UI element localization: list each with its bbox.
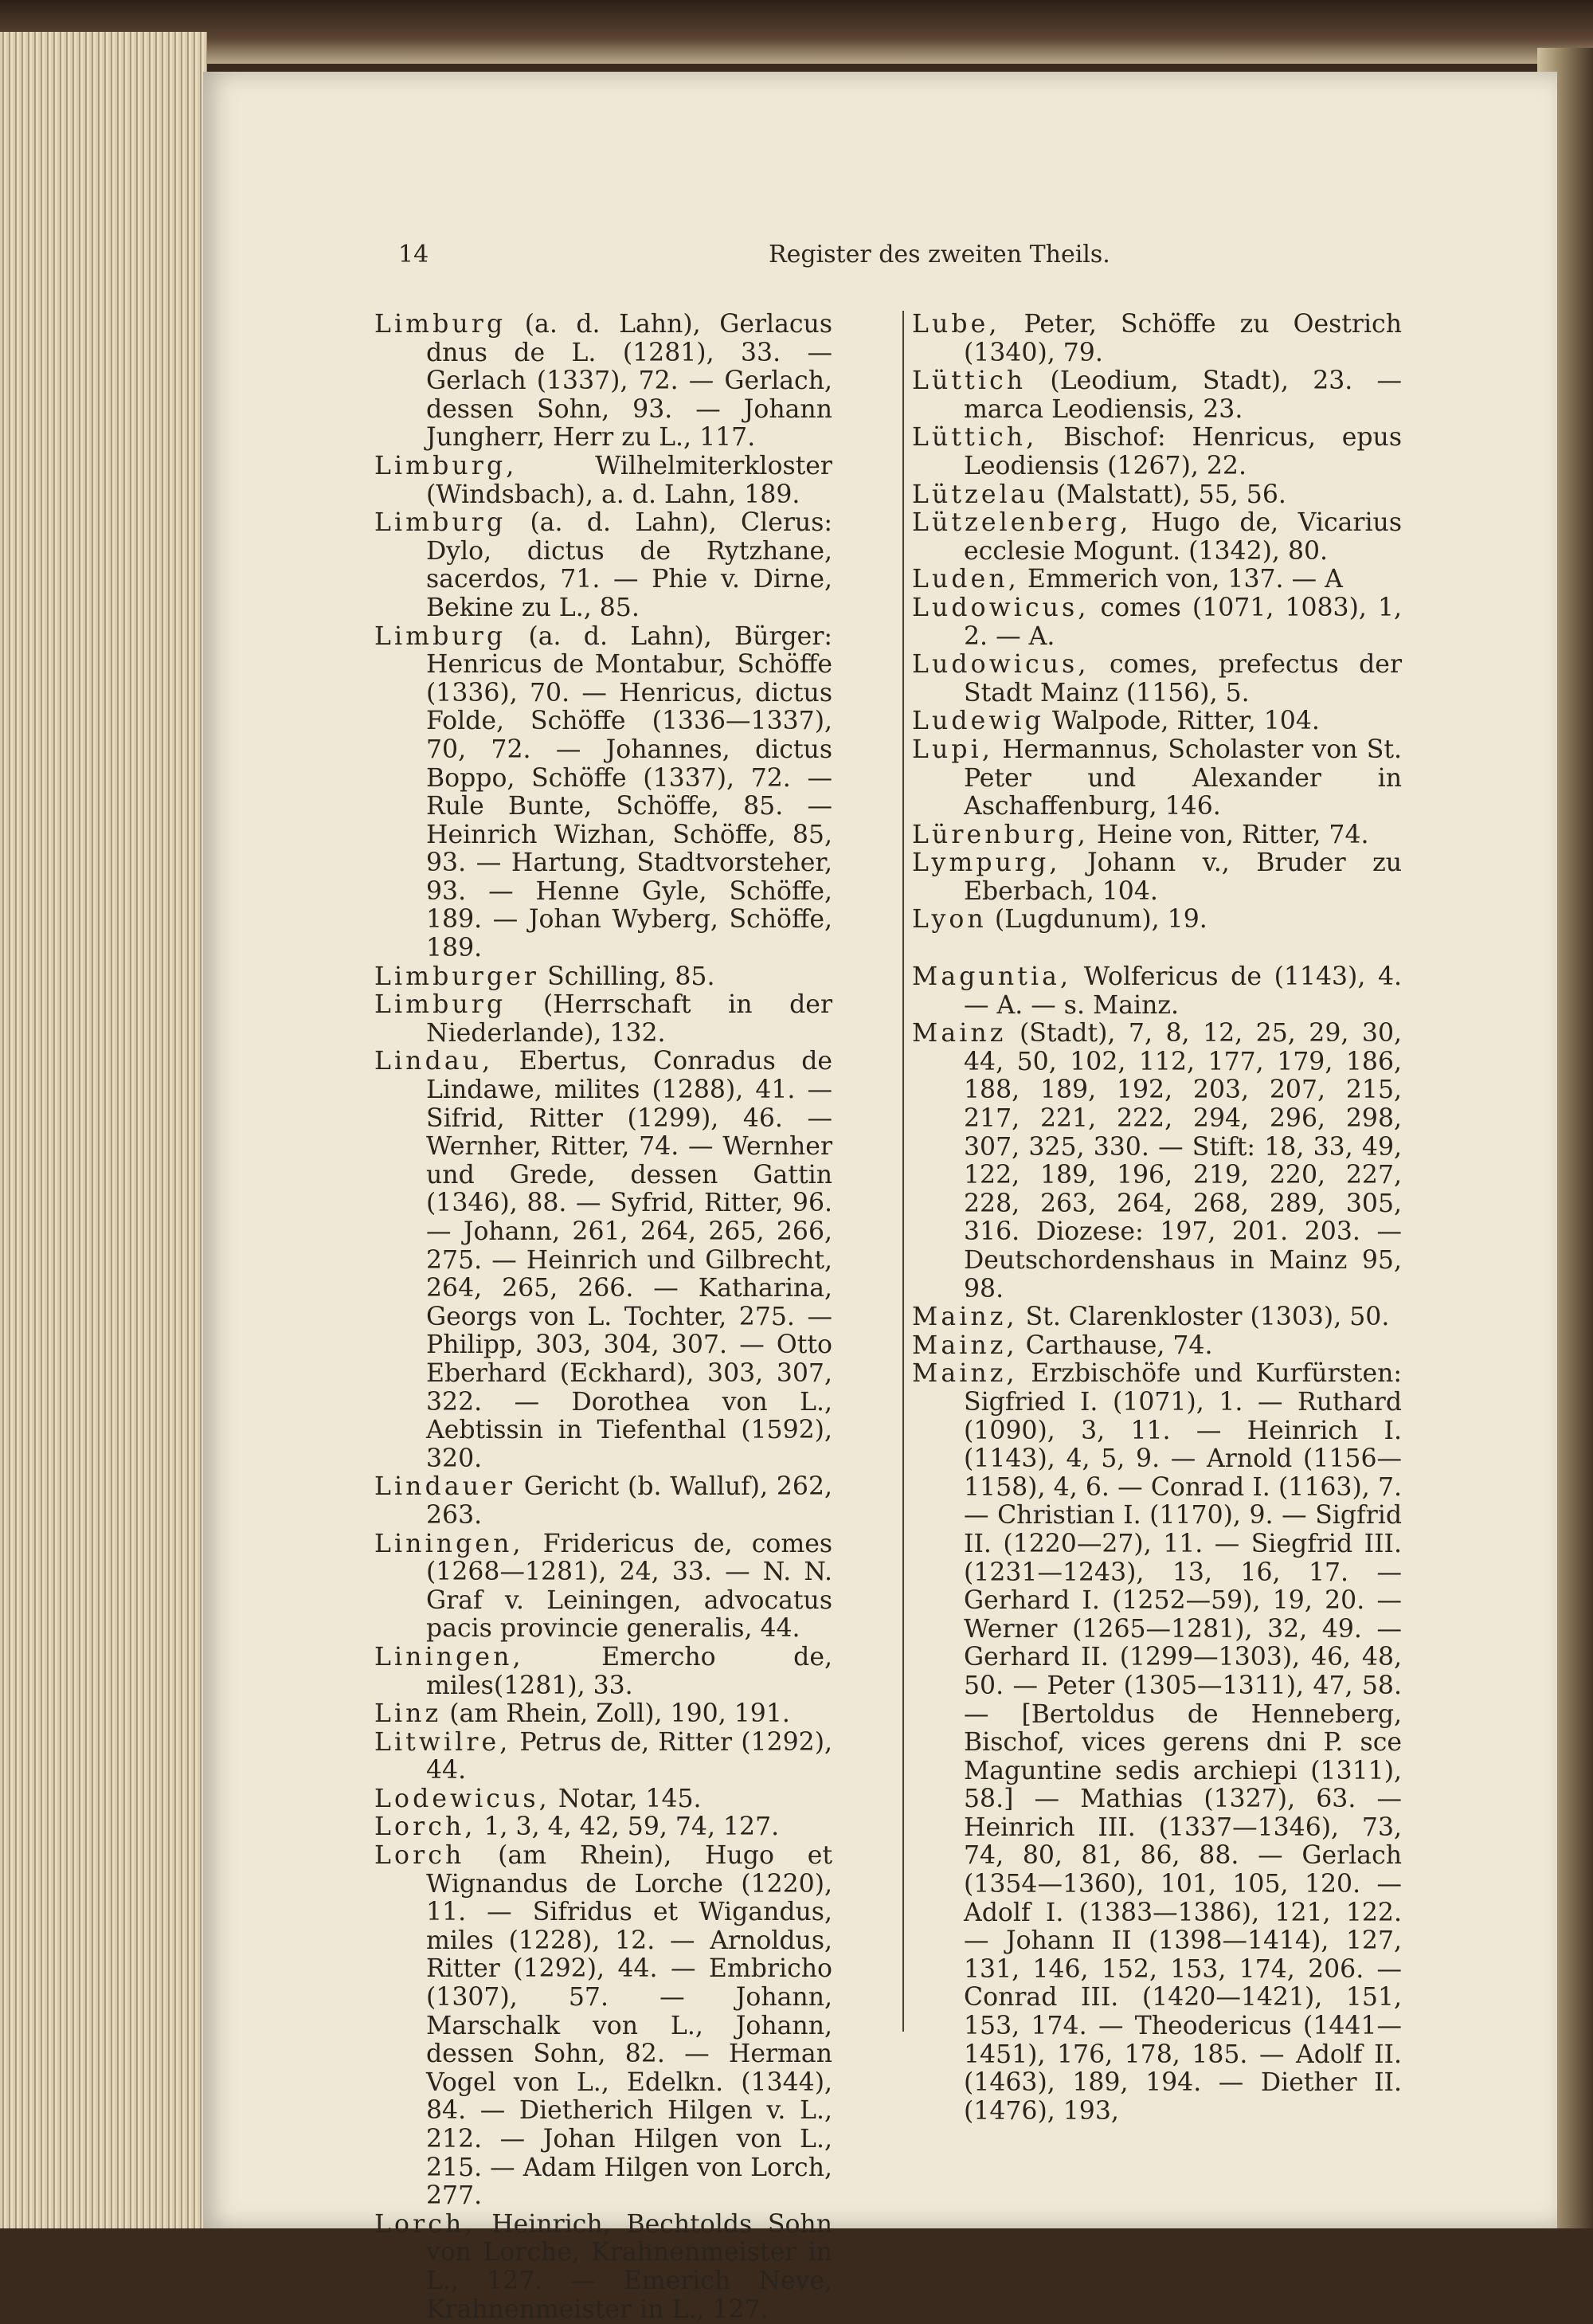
index-entry xyxy=(374,1048,832,1473)
entry-text: Johann v., Bruder zu Eberbach, 104. xyxy=(964,848,1402,906)
index-entry xyxy=(912,849,1402,906)
index-entry xyxy=(912,821,1402,850)
entry-headword: Maguntia, xyxy=(912,962,1072,992)
index-entry xyxy=(374,1700,832,1729)
index-entry xyxy=(374,2211,832,2324)
entry-text: St. Clarenkloster (1303), 50. xyxy=(1025,1303,1390,1332)
entry-text: Hermannus, Scholaster von St. Peter und Alexander in Aschaffenburg, 146. xyxy=(964,735,1402,821)
entry-text: (a. d. Lahn), Clerus: Dylo, dictus de Rytzhane, sacerdos, 71. — Phie v. Dirne, Bekine zu L., 85. xyxy=(426,508,832,622)
entry-text: Emmerich von, 137. — A xyxy=(1027,565,1343,594)
entry-text: (am Rhein), Hugo et Wignandus de Lorche (1220), 11. — Sifridus et Wigandus, miles (1228), 12. — Arnoldus, Ritter (1292), 44. — Embricho (1307), 57. — Johann, Marschalk von L., Johann, dessen Sohn, 82. — Herman Vogel von L., Edelkn. (1344), 84. — Dietherich Hilgen v. L., 212. — Johan Hilgen von L., 215. — Adam Hilgen von Lorch, 277. xyxy=(426,1841,833,2211)
entry-headword: Limburg xyxy=(374,310,507,339)
index-entry xyxy=(912,906,1402,935)
entry-headword: Lorch, xyxy=(374,2209,476,2239)
entry-headword: Litwilre, xyxy=(374,1727,511,1757)
entry-text: Gericht (b. Walluf), 262, 263. xyxy=(426,1472,833,1530)
index-entry xyxy=(374,963,832,992)
entry-headword: Limburg xyxy=(374,621,507,651)
entry-text: Bischof: Henricus, epus Leodiensis (1267), 22. xyxy=(964,423,1402,480)
entry-text: Hugo de, Vicarius ecclesie Mogunt. (1342), 80. xyxy=(964,508,1402,566)
index-entry xyxy=(374,623,832,963)
running-title: Register des zweiten Theils. xyxy=(769,241,1110,268)
entry-text: comes, prefectus der Stadt Mainz (1156), 5. xyxy=(964,650,1402,707)
index-entry xyxy=(374,453,832,509)
entry-text: Schilling, 85. xyxy=(547,962,715,991)
entry-text: Carthause, 74. xyxy=(1025,1331,1213,1360)
index-column-right xyxy=(912,311,1402,2126)
index-entry xyxy=(912,367,1402,424)
index-entry xyxy=(912,963,1402,1020)
entry-headword: Mainz, xyxy=(912,1303,1018,1332)
entry-headword: Liningen, xyxy=(374,1529,524,1558)
entry-headword: Mainz xyxy=(912,1019,1007,1048)
entry-text: (a. d. Lahn), Bürger: Henricus de Montabur, Schöffe (1336), 70. — Henricus, dictus Folde, Schöffe (1336—1337), 70, 72. — Johannes, dictus Boppo, Schöffe (1337), 72. — Rule Bunte, Schöffe, 85. — Heinrich Wizhan, Schöffe, 85, 93. — Hartung, Stadtvorsteher, 93. — Henne Gyle, Schöffe, 189. — Johan Wyberg, Schöffe, 189. xyxy=(426,621,832,963)
entry-headword: Limburger xyxy=(374,962,540,991)
index-entry xyxy=(374,991,832,1048)
page-edges xyxy=(0,32,207,2228)
entry-headword: Ludowicus, xyxy=(912,650,1090,680)
entry-text: Fridericus de, comes (1268—1281), 24, 33. — N. N. Graf v. Leiningen, advocatus pacis provincie generalis, 44. xyxy=(426,1529,832,1644)
column-divider xyxy=(902,311,904,2032)
entry-text: comes (1071, 1083), 1, 2. — A. xyxy=(964,593,1403,651)
index-entry xyxy=(374,1729,832,1785)
index-entry xyxy=(912,651,1402,707)
entry-text: (a. d. Lahn), Gerlacus dnus de L. (1281), 33. — Gerlach (1337), 72. — Gerlach, dessen Sohn, 93. — Johann Jungherr, Herr zu L., 117. xyxy=(426,310,833,453)
entry-headword: Lüttich, xyxy=(912,423,1038,453)
entry-headword: Linz xyxy=(374,1699,442,1729)
book-cover-top xyxy=(0,0,1593,64)
index-entry xyxy=(374,1813,832,1842)
entry-text: (Lugdunum), 19. xyxy=(994,905,1207,935)
entry-headword: Lützelau xyxy=(912,480,1049,509)
entry-headword: Limburg xyxy=(374,508,507,538)
entry-text: (Leodium, Stadt), 23. — marca Leodiensis, 23. xyxy=(964,366,1403,424)
entry-text: Wilhelmiterkloster (Windsbach), a. d. Lahn, 189. xyxy=(426,451,832,509)
page-number: 14 xyxy=(398,241,429,268)
index-entry xyxy=(912,311,1402,367)
entry-headword: Lüttich xyxy=(912,366,1027,396)
entry-headword: Luden, xyxy=(912,565,1020,594)
index-entry xyxy=(374,311,832,453)
entry-headword: Lindauer xyxy=(374,1472,515,1502)
entry-headword: Lympurg, xyxy=(912,848,1061,878)
entry-headword: Lyon xyxy=(912,905,987,935)
entry-headword: Lützelenberg, xyxy=(912,508,1132,538)
entry-headword: Lürenburg, xyxy=(912,820,1089,849)
entry-text: Notar, 145. xyxy=(558,1784,702,1813)
entry-headword: Lorch, xyxy=(374,1813,476,1842)
index-entry xyxy=(912,509,1402,566)
entry-headword: Mainz, xyxy=(912,1331,1018,1360)
index-entry xyxy=(912,1360,1402,2126)
entry-text: (Malstatt), 55, 56. xyxy=(1056,480,1286,509)
entry-headword: Lindau, xyxy=(374,1047,494,1076)
index-entry xyxy=(912,424,1402,480)
book-page xyxy=(203,72,1557,2324)
index-entry xyxy=(912,594,1402,651)
entry-text: Peter, Schöffe zu Oestrich (1340), 79. xyxy=(964,310,1402,367)
index-entry xyxy=(912,1303,1402,1332)
index-entry xyxy=(374,1530,832,1644)
entry-headword: Ludowicus, xyxy=(912,593,1090,622)
entry-text: 1, 3, 4, 42, 59, 74, 127. xyxy=(483,1813,780,1842)
index-entry xyxy=(912,707,1402,736)
index-column-left xyxy=(374,311,832,2324)
index-entry xyxy=(374,509,832,622)
index-entry xyxy=(912,736,1402,821)
entry-headword: Lupi, xyxy=(912,735,993,764)
entry-headword: Limburg, xyxy=(374,451,518,480)
index-entry xyxy=(912,481,1402,510)
entry-text: (Herrschaft in der Niederlande), 132. xyxy=(426,990,832,1048)
entry-text: (Stadt), 7, 8, 12, 25, 29, 30, 44, 50, 102, 112, 177, 179, 186, 188, 189, 192, 203, 207, 215, 217, 221, 222, 294, 296, 298, 307, 325, 330. — Stift: 18, 33, 49, 122, 189, 196, 219, 220, 227, 228, 263, 264, 268, 289, 305, 316. Diozese: 197, 201. 203. — Deutschordenshaus in Mainz 95, 98. xyxy=(964,1019,1402,1303)
entry-text: (am Rhein, Zoll), 190, 191. xyxy=(449,1699,790,1729)
entry-headword: Limburg xyxy=(374,990,507,1020)
entry-headword: Ludewig xyxy=(912,707,1044,736)
entry-headword: Lodewicus, xyxy=(374,1784,550,1813)
index-entry xyxy=(374,1842,832,2211)
entry-text: Erzbischöfe und Kurfürsten: Sigfried I. (1071), 1. — Ruthard (1090), 3, 11. — Heinrich I. (1143), 4, 5, 9. — Arnold (1156—1158), 4, 6. — Conrad I. (1163), 7. — Christian I. (1170), 9. — Sigfrid II. (1220—27), 11. — Siegfrid III. (1231—1243), 13, 16, 17. — Gerhard I. (1252—59), 19, 20. — Werner (1265—1281), 32, 49. — Gerhard II. (1299—1303), 46, 48, 50. — Peter (1305—1311), 47, 58. — [Bertoldus de Henneberg, Bischof, vices gerens dni P. sce Maguntine sedis archiepi (1311), 58.] — Mathias (1327), 63. — Heinrich III. (1337—1346), 73, 74, 80, 81, 86, 88. — Gerlach (1354—1360), 101, 105, 120. — Adolf I. (1383—1386), 121, 122. — Johann II (1398—1414), 127, 131, 146, 152, 153, 174, 206. — Conrad III. (1420—1421), 151, 153, 174. — Theodericus (1441—1451), 176, 178, 185. — Adolf II. (1463), 189, 194. — Diether II. (1476), 193, xyxy=(964,1359,1402,2126)
entry-text: Emercho de, miles(1281), 33. xyxy=(426,1642,832,1700)
index-entry xyxy=(912,1332,1402,1361)
index-entry xyxy=(374,1785,832,1814)
entry-text: Petrus de, Ritter (1292), 44. xyxy=(426,1727,832,1785)
entry-text: Heine von, Ritter, 74. xyxy=(1096,820,1369,849)
entry-headword: Mainz, xyxy=(912,1359,1018,1389)
entry-text: Walpode, Ritter, 104. xyxy=(1051,707,1320,736)
entry-text: Wolfericus de (1143), 4. — A. — s. Mainz. xyxy=(964,962,1402,1020)
index-entry xyxy=(374,1644,832,1700)
entry-headword: Lorch xyxy=(374,1841,465,1871)
entry-text: Ebertus, Conradus de Lindawe, milites (1288), 41. — Sifrid, Ritter (1299), 46. — Wernher, Ritter, 74. — Wernher und Grede, dessen Gattin (1346), 88. — Syfrid, Ritter, 96. — Johann, 261, 264, 265, 266, 275. — Heinrich und Gilbrecht, 264, 265, 266. — Katharina, Georgs von L. Tochter, 275. — Philipp, 303, 304, 307. — Otto Eberhard (Eckhard), 303, 307, 322. — Dorothea von L., Aebtissin in Tiefenthal (1592), 320. xyxy=(426,1047,833,1473)
entry-headword: Lube, xyxy=(912,310,1000,339)
index-entry xyxy=(912,566,1402,594)
index-entry xyxy=(912,1020,1402,1303)
entry-headword: Liningen, xyxy=(374,1642,524,1671)
index-entry xyxy=(374,1473,832,1530)
entry-text: Heinrich, Bechtolds Sohn von Lorche, Krahnenmeister in L., 127. — Emerich Neve, Krahnenmeister in L., 127. xyxy=(426,2209,832,2324)
